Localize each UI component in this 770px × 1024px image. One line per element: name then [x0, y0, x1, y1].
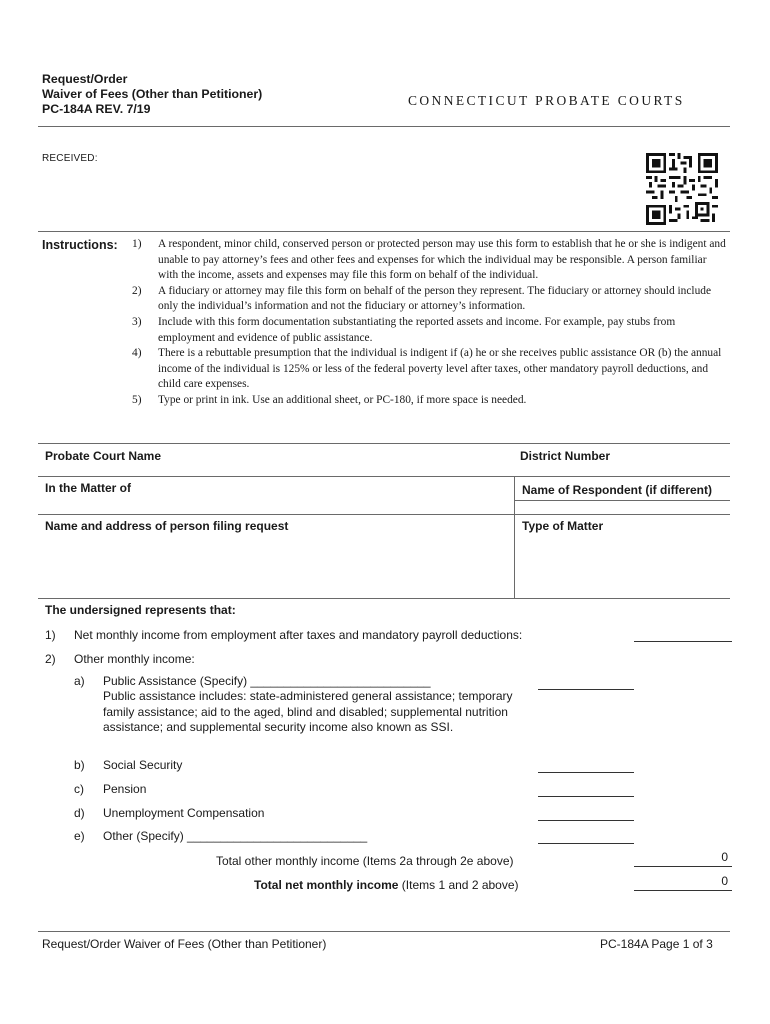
item-2a-letter: a): [74, 674, 85, 688]
instruction-item: 1) A respondent, minor child, conserved person or protected person may use this form to establish that he or she is indigent and unable to pay attorney’s fees and other fees and expenses for which the individual may be responsible. A person familiar with the income, assets and expenses may file this form on behalf of the individual.: [132, 238, 726, 282]
court-name-heading: CONNECTICUT PROBATE COURTS: [408, 93, 685, 108]
qr-code-icon: [646, 153, 718, 225]
represents-heading: The undersigned represents that:: [45, 603, 236, 617]
item-2d-label: Unemployment Compensation: [103, 806, 265, 820]
total-other-income-label: Total other monthly income (Items 2a through 2e above): [216, 854, 514, 868]
item-2b-letter: b): [74, 758, 85, 772]
district-number-field[interactable]: District Number: [520, 449, 611, 463]
type-of-matter-field[interactable]: Type of Matter: [522, 519, 604, 533]
grid-bottom-border: [38, 598, 730, 599]
form-title-block: [42, 72, 262, 117]
in-the-matter-of-field[interactable]: In the Matter of: [45, 481, 131, 495]
instruction-item: 2) A fiduciary or attorney may file this form on behalf of the person they represent. The fiduciary or attorney should include only the individual’s information and not the fiduciary or attorney’s information.: [132, 284, 712, 313]
form-number: PC-184A REV. 7/19: [42, 102, 151, 116]
item-2-number: 2): [45, 652, 56, 666]
grid-row-divider-2: [38, 514, 730, 515]
item-1-amount-field[interactable]: [634, 641, 732, 642]
respondent-underline: [514, 500, 730, 501]
grid-row-divider-1: [38, 476, 730, 477]
form-title-line2: Waiver of Fees (Other than Petitioner): [42, 87, 263, 101]
item-2e-amount-field[interactable]: [538, 843, 634, 844]
total-net-income-underline: [634, 890, 732, 891]
instruction-item: 3) Include with this form documentation substantiating the reported assets and income. For example, pay stubs from employment and evidence of public assistance.: [132, 315, 676, 344]
received-stamp-label: RECEIVED:: [42, 153, 98, 164]
filer-name-address-field[interactable]: Name and address of person filing request: [45, 519, 289, 533]
item-2c-amount-field[interactable]: [538, 796, 634, 797]
item-2e-letter: e): [74, 829, 85, 843]
header-divider: [38, 126, 730, 127]
footer-divider: [38, 931, 730, 932]
total-net-income-label: Total net monthly income (Items 1 and 2 above): [254, 878, 519, 892]
instruction-item: 4) There is a rebuttable presumption that the individual is indigent if (a) he or she receives public assistance OR (b) the annual income of the individual is 125% or less of the federal poverty level after taxes, other mandatory payroll deductions, and child care expenses.: [132, 347, 722, 391]
grid-top-border: [38, 443, 730, 444]
item-2b-label: Social Security: [103, 758, 183, 772]
item-1-number: 1): [45, 628, 56, 642]
instructions-label: Instructions:: [42, 238, 118, 252]
instructions-list: [128, 237, 728, 409]
item-2a-amount-field[interactable]: [538, 689, 634, 690]
instruction-item: 5) Type or print in ink. Use an additional sheet, or PC-180, if more space is needed.: [132, 393, 527, 406]
item-2c-letter: c): [74, 782, 84, 796]
total-other-income-underline: [634, 866, 732, 867]
form-title-line1: Request/Order: [42, 72, 128, 86]
item-2c-label: Pension: [103, 782, 147, 796]
item-2d-amount-field[interactable]: [538, 820, 634, 821]
grid-vertical-divider: [514, 476, 515, 598]
item-2e-label[interactable]: Other (Specify) ___________________________: [103, 829, 368, 843]
total-other-income-value[interactable]: 0: [721, 850, 728, 864]
respondent-name-field[interactable]: Name of Respondent (if different): [522, 483, 713, 497]
item-2d-letter: d): [74, 806, 85, 820]
public-assistance-note: Public assistance includes: state-administered general assistance; temporary family assistance; aid to the aged, blind and disabled; supplemental nutrition assistance; and supplemental security income also known as SSI.: [103, 689, 513, 734]
item-1-label: Net monthly income from employment after taxes and mandatory payroll deductions:: [74, 628, 523, 642]
probate-court-name-field[interactable]: Probate Court Name: [45, 449, 162, 463]
total-net-income-value[interactable]: 0: [721, 874, 728, 888]
item-2-label: Other monthly income:: [74, 652, 195, 666]
footer-form-title: Request/Order Waiver of Fees (Other than Petitioner): [42, 937, 327, 951]
item-2a-label[interactable]: Public Assistance (Specify) ___________________________: [103, 674, 431, 688]
received-divider: [38, 231, 730, 232]
footer-page-number: PC-184A Page 1 of 3: [600, 937, 713, 951]
item-2b-amount-field[interactable]: [538, 772, 634, 773]
